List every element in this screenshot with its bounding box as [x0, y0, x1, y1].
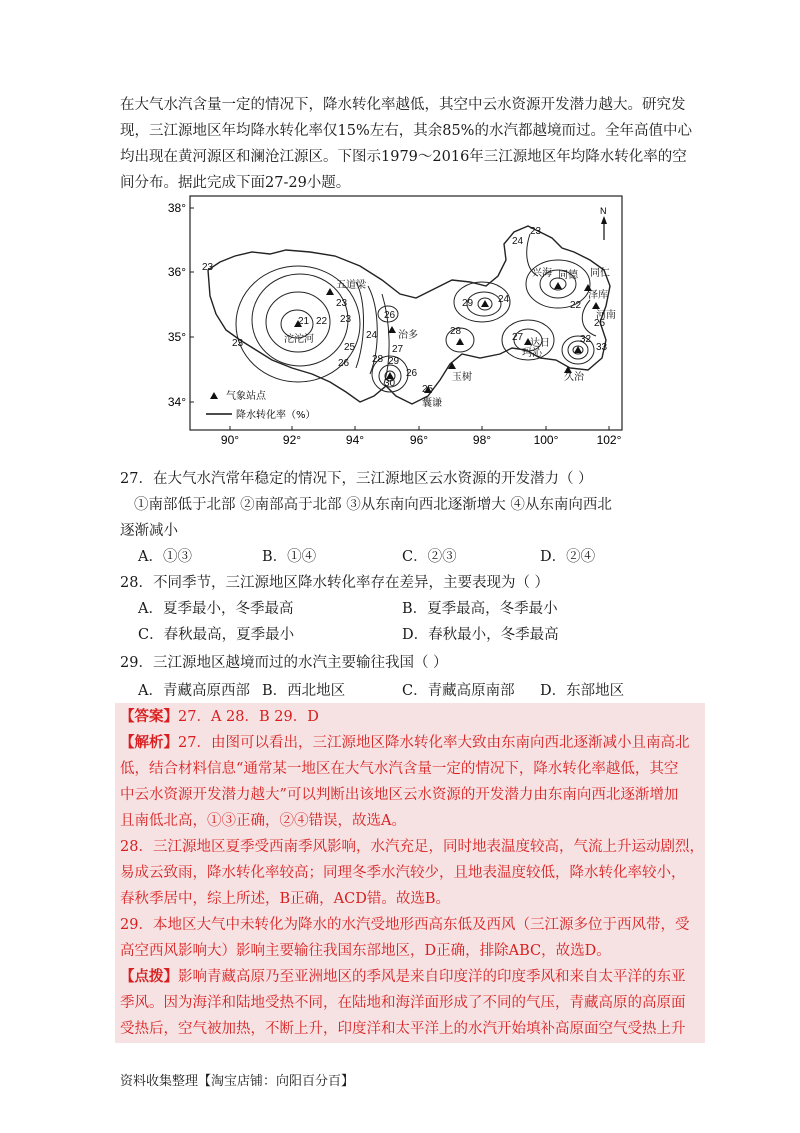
lon-label: 98°	[472, 433, 492, 447]
lon-label: 96°	[409, 433, 429, 447]
contour-value: 23	[336, 298, 348, 309]
contour-value: 24	[366, 330, 378, 341]
place-label: 同仁	[590, 268, 610, 279]
contour-value: 23	[202, 262, 214, 273]
footer-source: 资料收集整理【淘宝店铺：向阳百分百】	[120, 1074, 355, 1089]
lon-label: 94°	[345, 433, 365, 447]
contour-value: 23	[232, 338, 244, 349]
point-text: 影响青藏高原乃至亚洲地区的季风是来自印度洋的印度季风和来自太平洋的东亚	[178, 969, 686, 985]
analysis-line-3: 中云水资源开发潜力越大”可以判断出该地区云水资源的开发潜力由东南向西北逐渐增加	[120, 787, 679, 803]
point-line-3: 受热后，空气被加热，不断上升，印度洋和太平洋上的水汽开始填补高原面空气受热上升	[120, 1021, 686, 1037]
place-label: 同德	[558, 270, 578, 281]
q27-statements: ①南部低于北部 ②南部高于北部 ③从东南向西北逐渐增大 ④从东南向西北	[134, 497, 612, 513]
intro-line-4: 间分布。据此完成下面27-29小题。	[120, 175, 351, 191]
q29-stem: 29．三江源地区越境而过的水汽主要输往我国（ ）	[120, 655, 448, 671]
q27-option-d[interactable]: D．②④	[540, 549, 596, 565]
q28-option-c[interactable]: C．春秋最高，夏季最小	[138, 627, 295, 643]
place-label: 五道梁	[336, 280, 366, 291]
place-label: 河南	[596, 310, 616, 321]
q29-option-a[interactable]: A．青藏高原西部	[138, 683, 250, 699]
analysis-text: 27．由图可以看出，三江源地区降水转化率大致由东南向西北逐渐减小且南高北	[178, 735, 690, 751]
contour-value: 21	[298, 316, 310, 327]
place-label: 囊谦	[422, 398, 442, 409]
place-label: 玛沁	[522, 348, 542, 359]
contour-value: 28	[372, 354, 384, 365]
analysis-line-6: 易成云致雨，降水转化率较高；同理冬季水汽较少，且地表温度较低，降水转化率较小，	[120, 865, 686, 881]
precipitation-conversion-map	[160, 190, 630, 450]
answer-text: 27．A 28．B 29．D	[178, 709, 319, 725]
q28-option-b[interactable]: B．夏季最高，冬季最小	[402, 601, 558, 617]
contour-value: 27	[512, 332, 524, 343]
contour-value: 23	[530, 226, 542, 237]
analysis-line-8: 29．本地区大气中未转化为降水的水汽受地形西高东低及西风（三江源多位于西风带，受	[120, 917, 690, 933]
point-tag: 【点拨】	[120, 968, 178, 985]
lat-label: 38°	[167, 201, 186, 215]
q29-option-c[interactable]: C．青藏高原南部	[402, 683, 515, 699]
contour-value: 22	[570, 300, 582, 311]
q27-option-a[interactable]: A．①③	[138, 549, 192, 565]
analysis-line-7: 春秋季居中，综上所述，B正确，ACD错。故选B。	[120, 891, 451, 907]
contour-value: 32	[580, 334, 592, 345]
analysis-line-5: 28．三江源地区夏季受西南季风影响，水汽充足，同时地表温度较高，气流上升运动剧烈，	[120, 839, 704, 855]
contour-value: 22	[316, 316, 328, 327]
contour-value: 27	[392, 344, 404, 355]
analysis-line-9: 高空西风影响大）影响主要输往我国东部地区，D正确，排除ABC，故选D。	[120, 943, 611, 959]
q29-option-d[interactable]: D．东部地区	[540, 683, 625, 699]
analysis-tag: 【解析】	[120, 734, 178, 751]
contour-value: 26	[338, 358, 350, 369]
q28-option-a[interactable]: A．夏季最小，冬季最高	[138, 601, 294, 617]
lon-label: 102°	[596, 433, 622, 447]
place-label: 治多	[398, 330, 418, 341]
lat-label: 35°	[167, 330, 186, 344]
contour-value: 29	[462, 298, 474, 309]
q29-option-b[interactable]: B．西北地区	[262, 683, 346, 699]
q27-statements-cont: 逐渐减小	[120, 523, 178, 539]
place-label: 兴海	[532, 268, 552, 279]
contour-value: 25	[594, 318, 606, 329]
contour-value: 33	[596, 342, 608, 353]
contour-value: 24	[498, 294, 510, 305]
analysis-line-2: 低，结合材料信息“通常某一地区在大气水汽含量一定的情况下，降水转化率越低，其空	[120, 761, 679, 777]
legend-station-label: 气象站点	[226, 391, 266, 402]
q27-option-b[interactable]: B．①④	[262, 549, 317, 565]
lat-label: 34°	[167, 395, 186, 409]
contour-value: 25	[422, 384, 434, 395]
lon-label: 90°	[220, 433, 240, 447]
intro-line-1: 在大气水汽含量一定的情况下，降水转化率越低，其空中云水资源开发潜力越大。研究发	[120, 97, 686, 113]
analysis-line-1	[120, 730, 700, 756]
lon-label: 100°	[533, 433, 559, 447]
point-line-2: 季风。因为海洋和陆地受热不同，在陆地和海洋面形成了不同的气压，青藏高原的高原面	[120, 995, 686, 1011]
legend-line-label: 降水转化率（%）	[236, 410, 316, 421]
place-label: 玉树	[452, 372, 472, 383]
contour-value: 30	[384, 378, 396, 389]
contour-value: 26	[406, 368, 418, 379]
contour-value: 24	[512, 236, 524, 247]
q27-stem: 27．在大气水汽常年稳定的情况下，三江源地区云水资源的开发潜力（ ）	[120, 471, 593, 487]
contour-value: 29	[388, 356, 400, 367]
place-label: 沱沱河	[284, 334, 314, 345]
q28-option-d[interactable]: D．春秋最小，冬季最高	[402, 627, 559, 643]
contour-value: 25	[344, 342, 356, 353]
place-label: 久治	[564, 372, 584, 383]
contour-value: 26	[384, 310, 396, 321]
analysis-line-4: 且南低北高，①③正确，②④错误，故选A。	[120, 813, 406, 829]
intro-line-3: 均出现在黄河源区和澜沧江源区。下图示1979～2016年三江源地区年均降水转化率的空	[120, 149, 687, 165]
contour-value: 23	[340, 314, 352, 325]
q28-stem: 28．不同季节，三江源地区降水转化率存在差异，主要表现为（ ）	[120, 575, 550, 591]
north-label: N	[600, 206, 607, 216]
answer-tag: 【答案】	[120, 708, 178, 725]
lon-label: 92°	[282, 433, 302, 447]
intro-line-2: 现，三江源地区年均降水转化率仅15%左右，其余85%的水汽都越境而过。全年高值中心	[120, 123, 692, 139]
place-label: 泽库	[588, 290, 608, 301]
lat-label: 36°	[167, 265, 186, 279]
point-line-1	[120, 964, 700, 990]
answer-line	[120, 704, 700, 730]
place-label: 达日	[530, 338, 550, 349]
q27-option-c[interactable]: C．②③	[402, 549, 457, 565]
contour-value: 28	[450, 326, 462, 337]
